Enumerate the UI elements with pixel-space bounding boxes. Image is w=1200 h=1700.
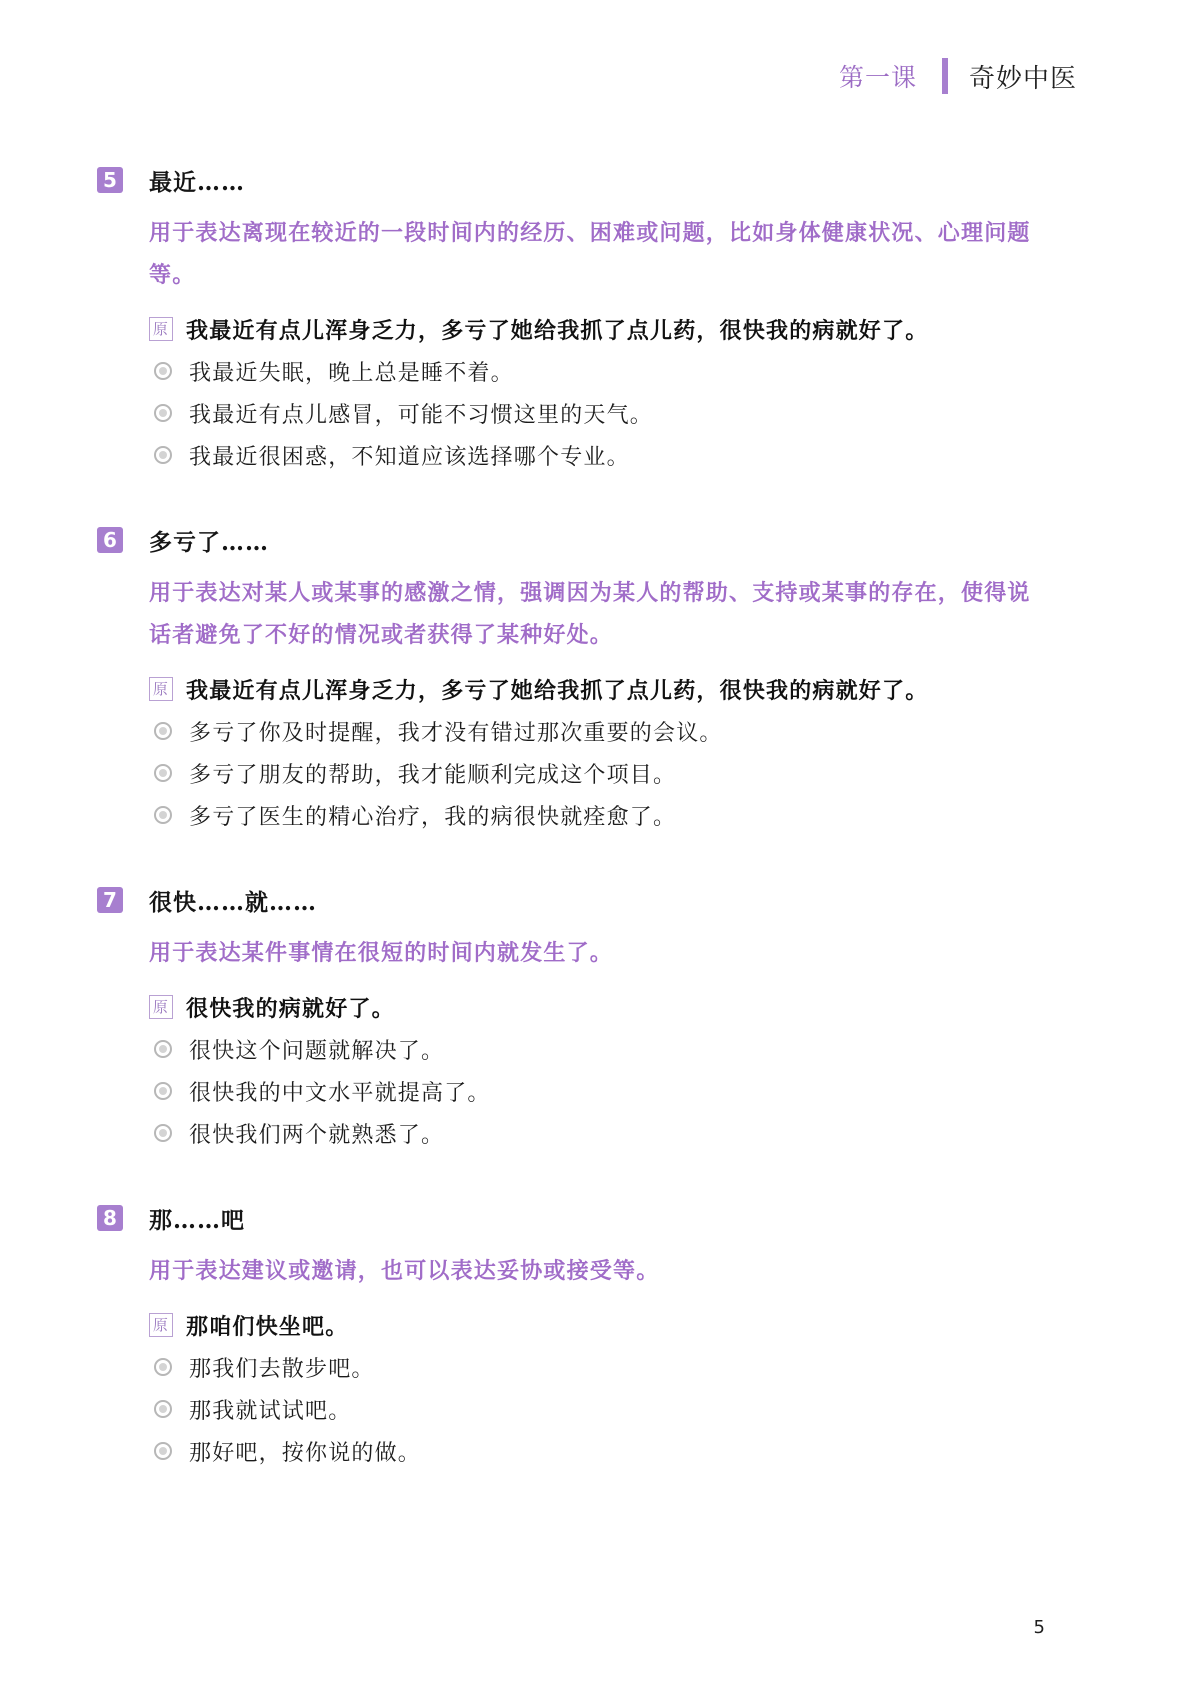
original-sentence-text: 很快我的病就好了。 <box>186 995 395 1022</box>
original-marker-icon: 原 <box>149 995 173 1019</box>
section-heading <box>97 162 1057 198</box>
example-list <box>149 986 1057 1154</box>
example-text: 多亏了朋友的帮助，我才能顺利完成这个项目。 <box>189 762 677 788</box>
grammar-section-6 <box>97 522 1057 836</box>
example-sentence <box>149 1028 1057 1070</box>
page-number: 5 <box>1033 1617 1045 1638</box>
section-number-badge: 5 <box>97 167 123 193</box>
original-sentence-text: 那咱们快坐吧。 <box>186 1313 349 1340</box>
example-sentence <box>149 350 1057 392</box>
example-text: 我最近很困惑，不知道应该选择哪个专业。 <box>189 444 630 470</box>
running-header <box>839 58 1077 94</box>
example-text: 我最近失眠，晚上总是睡不着。 <box>189 360 514 386</box>
example-list <box>149 308 1057 476</box>
example-list <box>149 668 1057 836</box>
lesson-label: 第一课 <box>838 63 917 92</box>
section-number-badge: 7 <box>97 887 123 913</box>
bullet-circle-icon <box>154 362 172 380</box>
example-text: 那我就试试吧。 <box>189 1398 352 1424</box>
header-divider <box>942 58 948 94</box>
grammar-section-5 <box>97 162 1057 476</box>
original-sentence <box>149 1304 1057 1346</box>
original-sentence-text: 我最近有点儿浑身乏力，多亏了她给我抓了点儿药，很快我的病就好了。 <box>186 677 929 704</box>
bullet-circle-icon <box>154 1400 172 1418</box>
bullet-circle-icon <box>154 1082 172 1100</box>
example-sentence <box>149 1112 1057 1154</box>
example-sentence <box>149 1346 1057 1388</box>
section-description: 用于表达离现在较近的一段时间内的经历、困难或问题，比如身体健康状况、心理问题等。 <box>149 220 1031 288</box>
example-text: 多亏了你及时提醒，我才没有错过那次重要的会议。 <box>189 720 723 746</box>
bullet-circle-icon <box>154 1358 172 1376</box>
original-marker-icon: 原 <box>149 677 173 701</box>
example-sentence <box>149 434 1057 476</box>
section-heading <box>97 882 1057 918</box>
bullet-circle-icon <box>154 446 172 464</box>
example-sentence <box>149 1070 1057 1112</box>
example-sentence <box>149 794 1057 836</box>
original-marker-icon: 原 <box>149 1313 173 1337</box>
example-text: 那好吧，按你说的做。 <box>189 1440 422 1466</box>
grammar-section-8 <box>97 1200 1057 1472</box>
example-text: 我最近有点儿感冒，可能不习惯这里的天气。 <box>189 402 654 428</box>
original-sentence <box>149 308 1057 350</box>
section-title: 最近…… <box>149 168 245 196</box>
example-text: 很快我的中文水平就提高了。 <box>189 1080 491 1106</box>
example-text: 很快我们两个就熟悉了。 <box>189 1122 445 1148</box>
example-sentence <box>149 1388 1057 1430</box>
bullet-circle-icon <box>154 722 172 740</box>
bullet-circle-icon <box>154 806 172 824</box>
example-sentence <box>149 752 1057 794</box>
example-text: 那我们去散步吧。 <box>189 1356 375 1382</box>
example-sentence <box>149 392 1057 434</box>
example-text: 很快这个问题就解决了。 <box>189 1038 445 1064</box>
section-number-badge: 8 <box>97 1205 123 1231</box>
bullet-circle-icon <box>154 1124 172 1142</box>
example-list <box>149 1304 1057 1472</box>
bullet-circle-icon <box>154 404 172 422</box>
original-sentence <box>149 668 1057 710</box>
example-sentence <box>149 710 1057 752</box>
section-description: 用于表达建议或邀请，也可以表达妥协或接受等。 <box>149 1258 660 1284</box>
section-description: 用于表达某件事情在很短的时间内就发生了。 <box>149 940 614 966</box>
example-text: 多亏了医生的精心治疗，我的病很快就痊愈了。 <box>189 804 677 830</box>
grammar-section-7 <box>97 882 1057 1154</box>
section-heading <box>97 1200 1057 1236</box>
bullet-circle-icon <box>154 1442 172 1460</box>
section-number-badge: 6 <box>97 527 123 553</box>
original-sentence-text: 我最近有点儿浑身乏力，多亏了她给我抓了点儿药，很快我的病就好了。 <box>186 317 929 344</box>
original-marker-icon: 原 <box>149 317 173 341</box>
section-title: 很快……就…… <box>149 888 317 916</box>
example-sentence <box>149 1430 1057 1472</box>
bullet-circle-icon <box>154 764 172 782</box>
bullet-circle-icon <box>154 1040 172 1058</box>
lesson-title: 奇妙中医 <box>968 63 1077 94</box>
original-sentence <box>149 986 1057 1028</box>
section-description: 用于表达对某人或某事的感激之情，强调因为某人的帮助、支持或某事的存在，使得说话者避免了不好的情况或者获得了某种好处。 <box>149 580 1031 648</box>
section-heading <box>97 522 1057 558</box>
section-title: 多亏了…… <box>149 528 269 556</box>
section-title: 那……吧 <box>149 1206 245 1234</box>
